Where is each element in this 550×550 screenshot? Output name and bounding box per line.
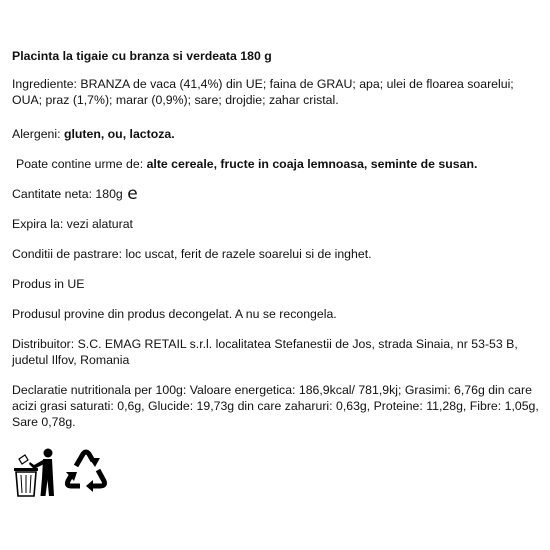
defrost-text: Produsul provine din produs decongelat. A nu se recongela. [12, 307, 337, 321]
expiry-text: Expira la: vezi alaturat [12, 217, 133, 231]
net-quantity-text: Cantitate neta: 180g [12, 187, 123, 201]
traces-value: alte cereale, fructe in coaja lemnoasa, seminte de susan. [146, 157, 478, 171]
allergens-value: gluten, ou, lactoza. [63, 127, 175, 141]
allergens-prefix: Alergeni: [12, 127, 64, 141]
origin-text: Produs in UE [12, 277, 85, 291]
allergens-line [12, 126, 540, 142]
product-title: Placinta la tigaie cu branza si verdeata 180 g [12, 49, 272, 63]
nutrition-text: Declaratie nutritionala per 100g: Valoare energetica: 186,9kcal/ 781,9kj; Grasimi: 6,76g din care acizi grasi saturati: 0,6g, Glucide: 19,73g din care zaharuri: 0,63g, Proteine: 11,28g, Fibre: 1,05g, Sare 0,78g. [12, 383, 539, 429]
traces-prefix: Poate contine urme de: [16, 157, 147, 171]
ingredients-text: Ingrediente: BRANZA de vaca (41,4%) din UE; faina de GRAU; apa; ulei de floarea soarelui; OUA; praz (1,7%); marar (0,9%); sare; drojdie; zahar cristal. [12, 77, 514, 107]
estimated-sign-icon: e [127, 184, 138, 204]
traces-line [12, 156, 540, 172]
recycle-icon [62, 446, 110, 496]
product-label [12, 48, 540, 444]
distributor-text: Distribuitor: S.C. EMAG RETAIL s.r.l. localitatea Stefanestii de Jos, strada Sinaia, nr 53-53 B, judetul Ilfov, Romania [12, 337, 518, 367]
storage-text: Conditii de pastrare: loc uscat, ferit de razele soarelui si de inghet. [12, 247, 372, 261]
tidyman-bin-icon [12, 446, 58, 498]
net-quantity-line [12, 186, 540, 202]
disposal-icons [12, 446, 112, 502]
